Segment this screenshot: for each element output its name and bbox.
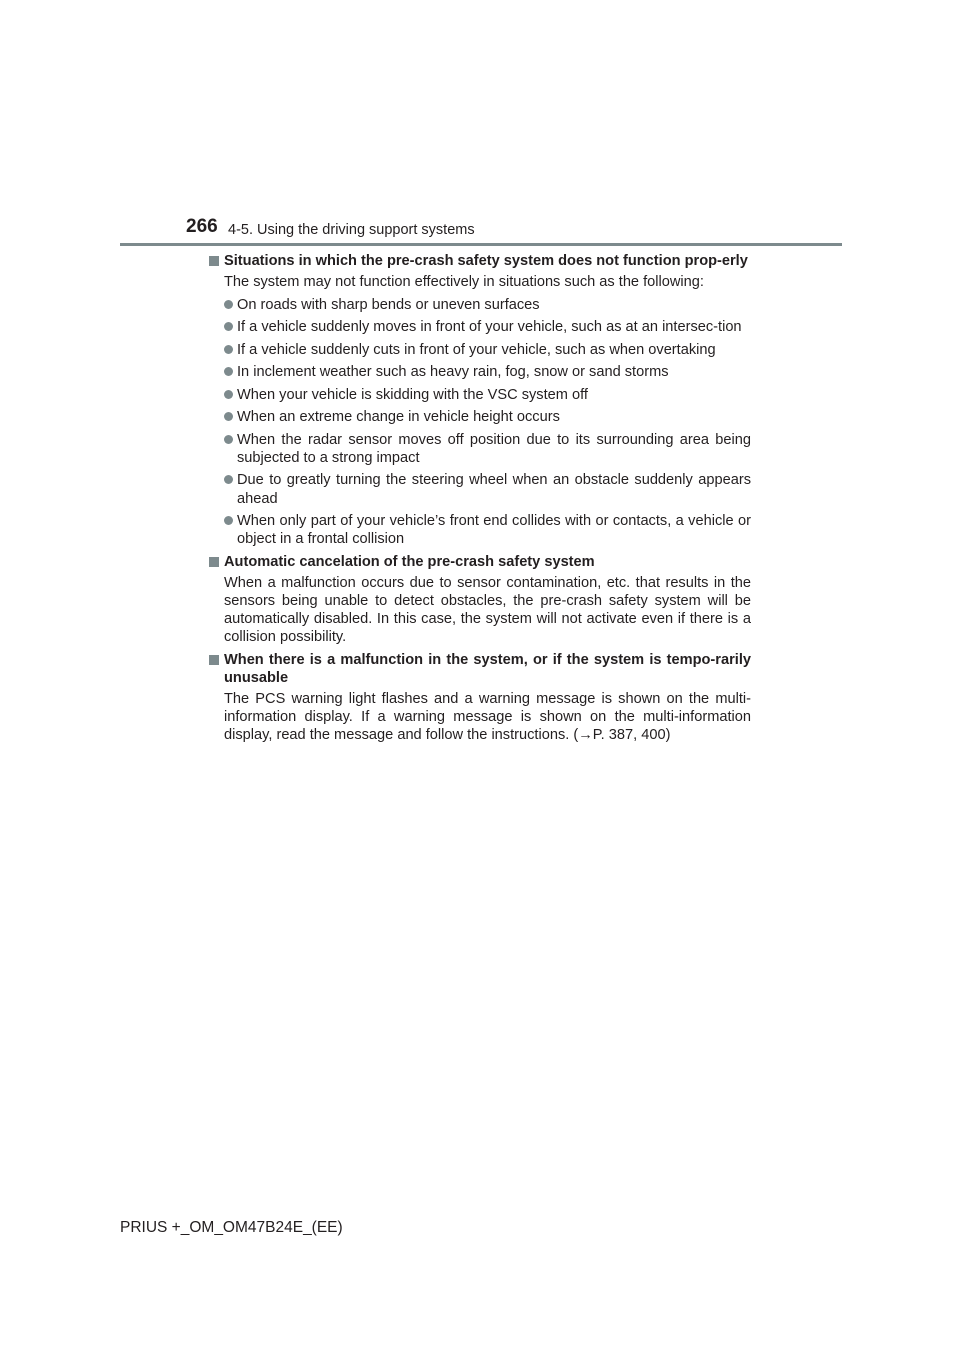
circle-bullet-icon bbox=[224, 367, 233, 376]
list-item-text: When the radar sensor moves off position due to its surrounding area being subjected to a strong impact bbox=[237, 431, 751, 466]
list-item bbox=[224, 408, 751, 426]
section-heading bbox=[209, 252, 751, 270]
section-heading bbox=[209, 553, 751, 571]
heading-text: Situations in which the pre-crash safety system does not function prop-erly bbox=[224, 253, 748, 269]
list-item-text: On roads with sharp bends or uneven surfaces bbox=[237, 296, 540, 313]
section-intro: The system may not function effectively in situations such as the following: bbox=[224, 274, 704, 291]
list-item bbox=[224, 431, 751, 467]
list-item bbox=[224, 471, 751, 507]
circle-bullet-icon bbox=[224, 390, 233, 399]
list-item-text: In inclement weather such as heavy rain, fog, snow or sand storms bbox=[237, 364, 669, 381]
page-content bbox=[209, 252, 751, 748]
list-item bbox=[224, 386, 751, 404]
list-item bbox=[224, 363, 751, 381]
circle-bullet-icon bbox=[224, 435, 233, 444]
list-item-text: When only part of your vehicle’s front end collides with or contacts, a vehicle or object in a frontal collision bbox=[237, 513, 751, 548]
section-title: 4-5. Using the driving support systems bbox=[228, 222, 475, 238]
section-body: When a malfunction occurs due to sensor contamination, etc. that results in the sensors being unable to detect obstacles, the pre-crash safety system will be automatically disabled. In this case, the system will not activate even if there is a collision possibility. bbox=[224, 574, 751, 646]
circle-bullet-icon bbox=[224, 322, 233, 331]
section-situations bbox=[209, 252, 751, 549]
list-item-text: If a vehicle suddenly moves in front of your vehicle, such as at an intersec-tion bbox=[237, 319, 742, 336]
circle-bullet-icon bbox=[224, 300, 233, 309]
header-rule bbox=[120, 243, 842, 246]
list-item bbox=[224, 512, 751, 548]
square-bullet-icon bbox=[209, 557, 219, 567]
footer-doc-code: PRIUS +_OM_OM47B24E_(EE) bbox=[120, 1219, 343, 1236]
heading-text: When there is a malfunction in the system, or if the system is tempo-rarily unusable bbox=[224, 651, 751, 686]
list-item-text: When your vehicle is skidding with the VSC system off bbox=[237, 386, 588, 403]
section-malfunction bbox=[209, 651, 751, 745]
heading-text: Automatic cancelation of the pre-crash safety system bbox=[224, 553, 595, 570]
list-item bbox=[224, 296, 751, 314]
section-body: The PCS warning light flashes and a warning message is shown on the multi-information display. If a warning message is shown on the multi-information display, read the message and follow the instructions. (→P. 387, 400) bbox=[224, 690, 751, 744]
square-bullet-icon bbox=[209, 655, 219, 665]
section-heading bbox=[209, 651, 751, 687]
bullet-list bbox=[224, 296, 751, 549]
circle-bullet-icon bbox=[224, 475, 233, 484]
list-item bbox=[224, 341, 751, 359]
circle-bullet-icon bbox=[224, 345, 233, 354]
list-item-text: When an extreme change in vehicle height occurs bbox=[237, 409, 560, 426]
square-bullet-icon bbox=[209, 256, 219, 266]
list-item-text: Due to greatly turning the steering wheel when an obstacle suddenly appears ahead bbox=[237, 472, 751, 507]
circle-bullet-icon bbox=[224, 412, 233, 421]
section-automatic-cancelation bbox=[209, 553, 751, 647]
list-item-text: If a vehicle suddenly cuts in front of your vehicle, such as when overtaking bbox=[237, 341, 716, 358]
page-number: 266 bbox=[186, 216, 218, 237]
circle-bullet-icon bbox=[224, 516, 233, 525]
page-header bbox=[0, 0, 960, 250]
list-item bbox=[224, 318, 751, 336]
